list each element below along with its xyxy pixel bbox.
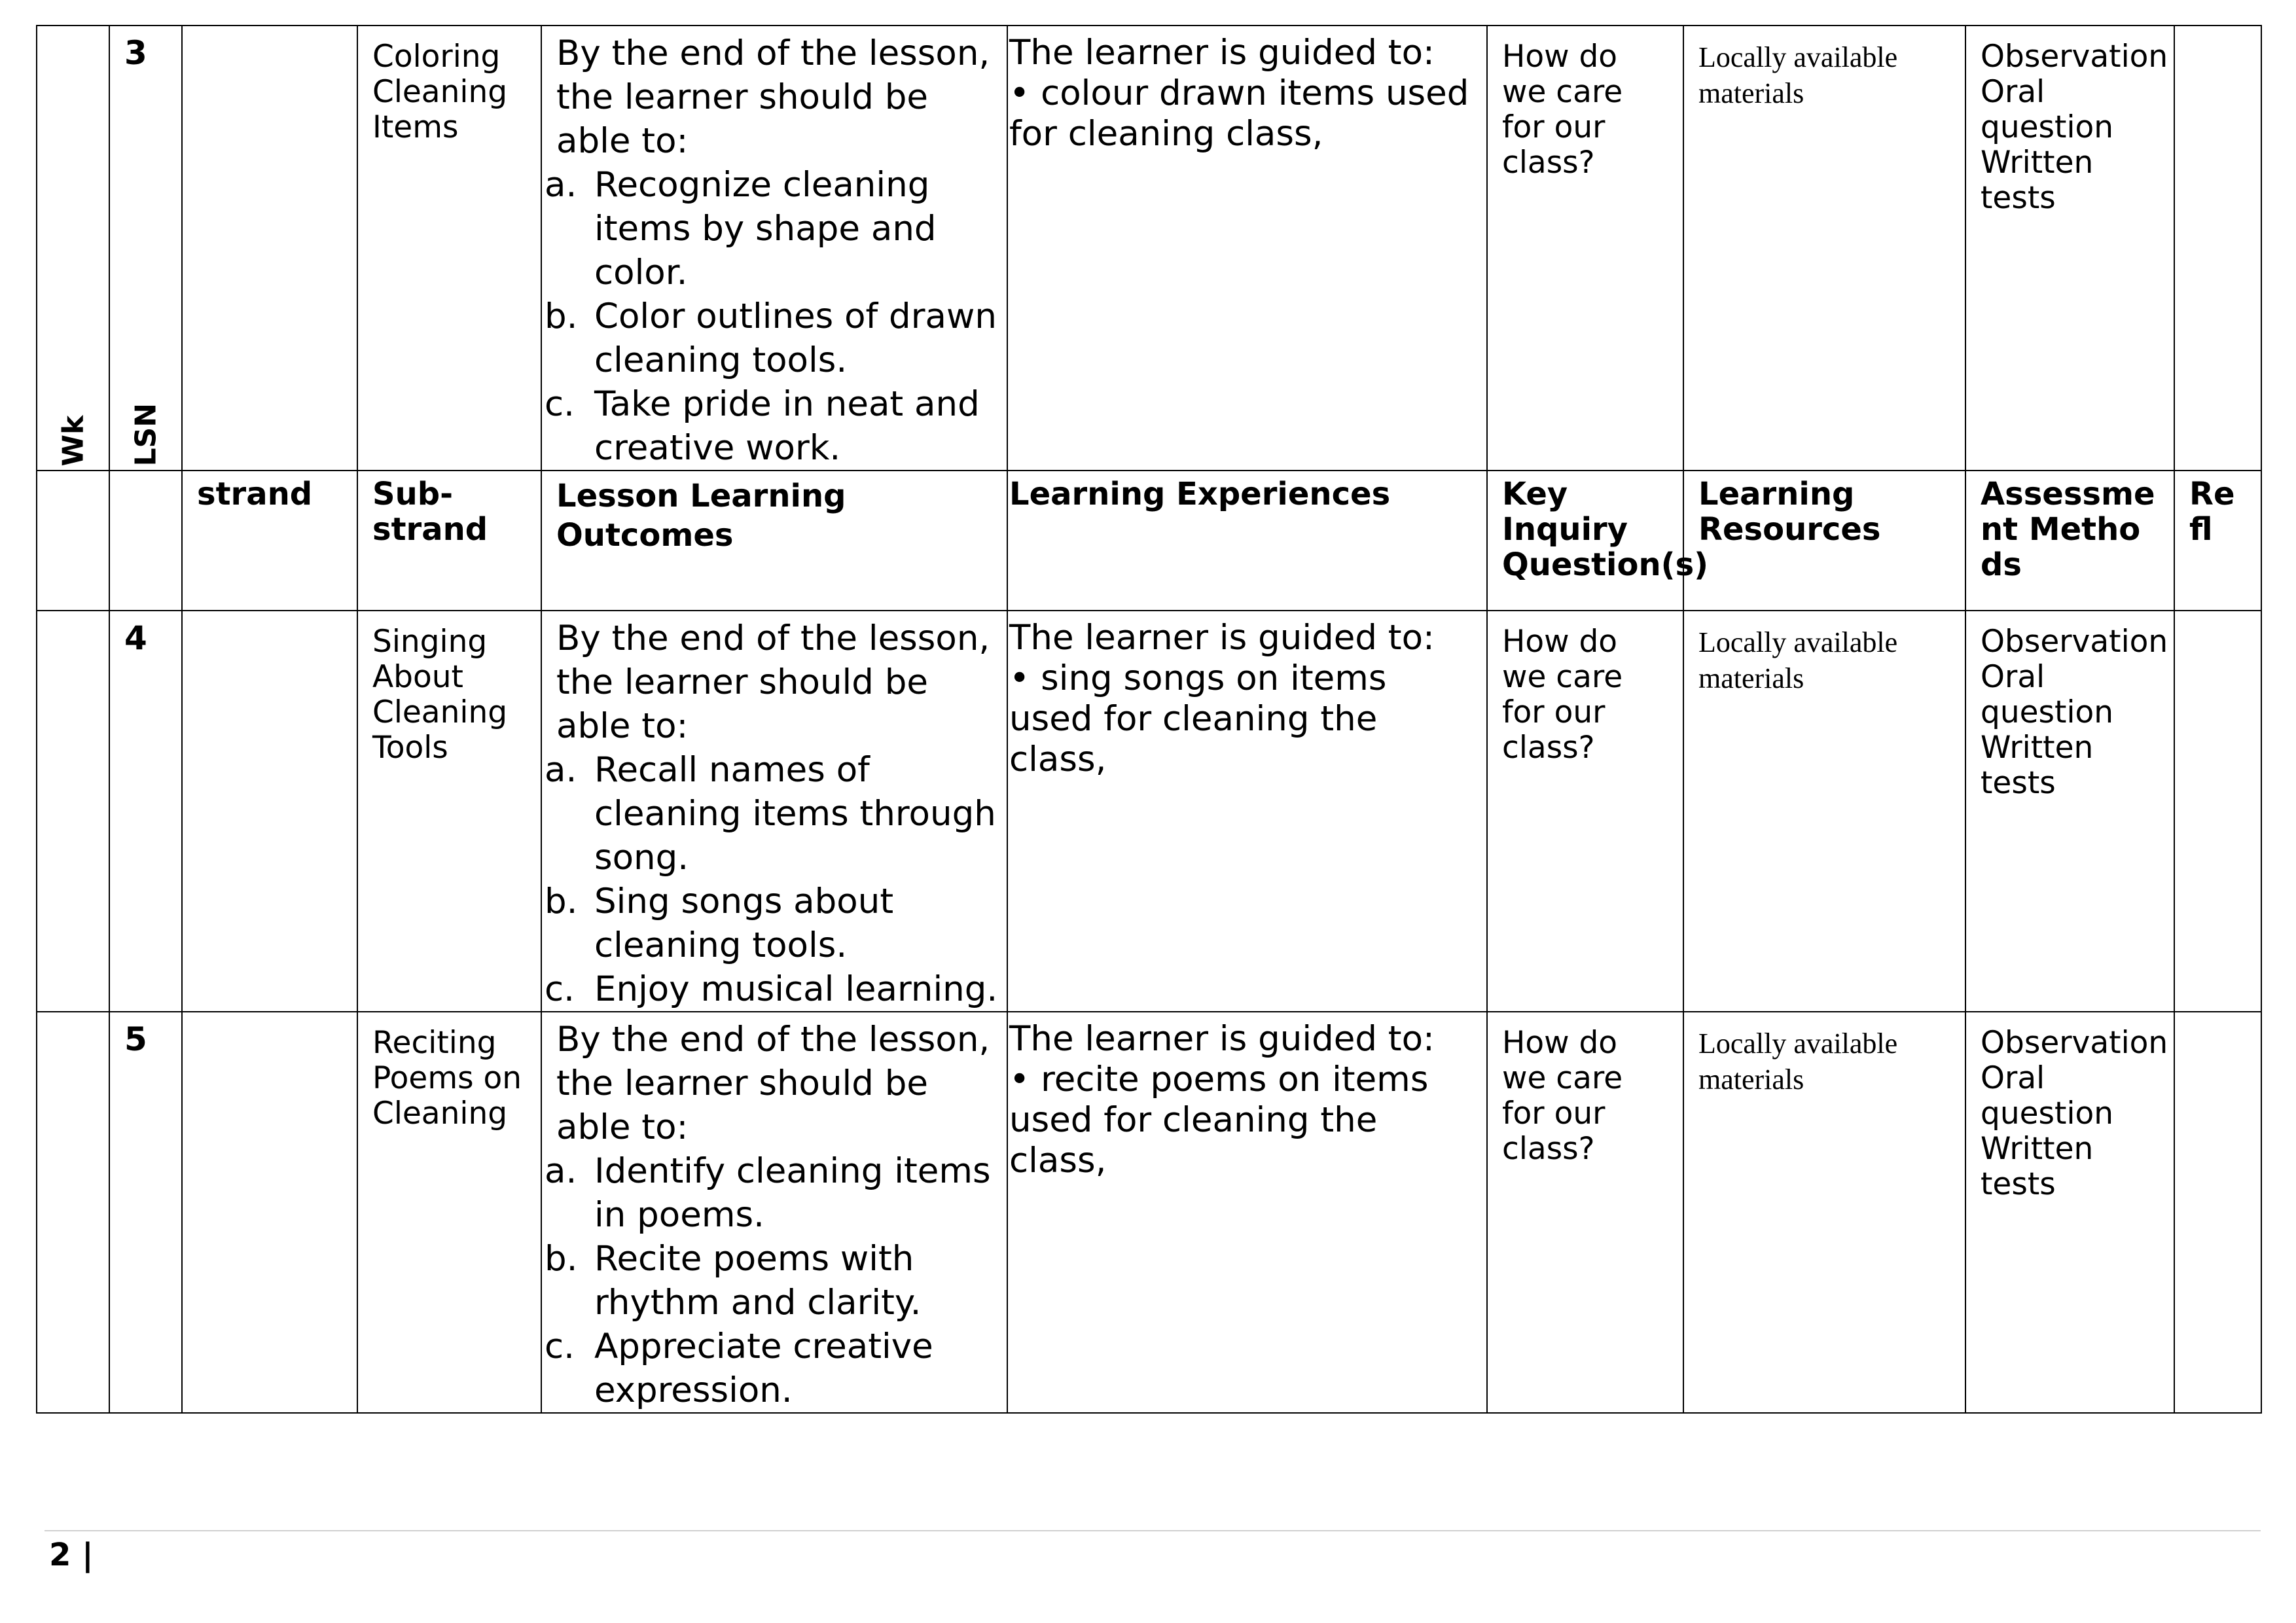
- outcome-text: Take pride in neat and creative work.: [594, 384, 980, 468]
- inquiry-question: How do we care for our class?: [1502, 1025, 1623, 1167]
- assessment-cell: [1965, 611, 2174, 1012]
- resources-cell: [1683, 611, 1965, 1012]
- header-outcomes-label: Lesson Learning Outcomes: [556, 478, 846, 554]
- outcome-marker: a.: [545, 165, 577, 205]
- inquiry-cell: [1487, 26, 1683, 471]
- assessment-cell: [1965, 1012, 2174, 1413]
- outcomes-cell: [541, 611, 1007, 1012]
- resources-text: Locally available materials: [1698, 626, 1898, 694]
- assessment-method: Oral question: [1981, 659, 2114, 730]
- table-row: [37, 1012, 2261, 1413]
- sub-strand-cell: [357, 26, 541, 471]
- assessment-method: Observation: [1981, 1025, 2168, 1061]
- header-strand: [182, 471, 357, 611]
- experiences-cell: [1007, 26, 1487, 471]
- outcome-text: Identify cleaning items in poems.: [594, 1151, 991, 1235]
- experience-item: • sing songs on items used for cleaning the class,: [1009, 658, 1387, 779]
- header-inquiry-label: Key Inquiry Question(s): [1502, 476, 1709, 583]
- resources-cell: [1683, 1012, 1965, 1413]
- experiences-cell: [1007, 611, 1487, 1012]
- outcome-text: Recall names of cleaning items through song.: [594, 750, 996, 878]
- experience-item: • colour drawn items used for cleaning class,: [1009, 73, 1469, 154]
- header-reflection-label: Refl: [2189, 476, 2235, 548]
- experience-intro: The learner is guided to:: [1009, 33, 1435, 73]
- outcomes-intro: By the end of the lesson, the learner should be able to:: [556, 618, 990, 746]
- lesson-number: 3: [124, 34, 147, 72]
- assessment-method: Oral question: [1981, 74, 2114, 145]
- outcome-text: Appreciate creative expression.: [594, 1327, 933, 1410]
- footer-divider: [45, 1530, 2261, 1531]
- outcome-marker: b.: [545, 296, 578, 336]
- outcomes-cell: [541, 1012, 1007, 1413]
- outcome-item: [542, 880, 1003, 967]
- outcomes-intro: By the end of the lesson, the learner should be able to:: [556, 33, 990, 161]
- resources-cell: [1683, 26, 1965, 471]
- reflection-cell: [2174, 1012, 2261, 1413]
- header-experiences: [1007, 471, 1487, 611]
- header-sub-strand: [357, 471, 541, 611]
- outcome-item: [542, 382, 1003, 470]
- outcomes-intro: By the end of the lesson, the learner should be able to:: [556, 1020, 990, 1147]
- page-number: 2 |: [49, 1537, 94, 1573]
- header-assessment-label: Assessment Methods: [1981, 476, 2155, 583]
- outcome-item: [542, 748, 1003, 880]
- outcome-marker: b.: [545, 882, 578, 921]
- outcome-text: Recognize cleaning items by shape and color.: [594, 165, 937, 293]
- experiences-cell: [1007, 1012, 1487, 1413]
- assessment-method: Observation: [1981, 39, 2168, 75]
- outcome-item: [542, 1149, 1003, 1237]
- inquiry-cell: [1487, 611, 1683, 1012]
- outcome-item: [542, 1325, 1003, 1412]
- outcome-marker: b.: [545, 1239, 578, 1279]
- header-reflection: [2174, 471, 2261, 611]
- experience-intro: The learner is guided to:: [1009, 1019, 1435, 1059]
- assessment-cell: [1965, 26, 2174, 471]
- lesson-number: 5: [124, 1020, 147, 1058]
- assessment-method: Written tests: [1981, 1131, 2094, 1202]
- outcome-marker: c.: [545, 1327, 575, 1366]
- outcome-text: Color outlines of drawn cleaning tools.: [594, 296, 997, 380]
- scheme-of-work-table: [36, 25, 2262, 1414]
- week-cell: [37, 26, 109, 471]
- table-row: [37, 611, 2261, 1012]
- outcome-item: [542, 967, 1003, 1011]
- header-sub-strand-label: Sub-strand: [372, 476, 488, 548]
- outcome-text: Recite poems with rhythm and clarity.: [594, 1239, 922, 1323]
- strand-cell: [182, 1012, 357, 1413]
- outcome-text: Enjoy musical learning.: [594, 969, 998, 1009]
- header-resources-label: Learning Resources: [1698, 476, 1881, 548]
- outcome-item: [542, 163, 1003, 294]
- week-cell: [37, 611, 109, 1012]
- sub-strand-text: Singing About Cleaning Tools: [372, 624, 508, 766]
- outcomes-list: [542, 1149, 1003, 1412]
- outcome-item: [542, 1237, 1003, 1325]
- resources-text: Locally available materials: [1698, 1027, 1898, 1096]
- header-strand-label: strand: [197, 476, 313, 512]
- assessment-method: Oral question: [1981, 1060, 2114, 1132]
- header-lsn-label: LSN: [129, 402, 162, 467]
- inquiry-question: How do we care for our class?: [1502, 624, 1623, 766]
- assessment-method: Observation: [1981, 624, 2168, 660]
- header-lsn: [109, 402, 182, 611]
- assessment-method: Written tests: [1981, 730, 2094, 801]
- outcome-text: Sing songs about cleaning tools.: [594, 882, 894, 965]
- lesson-number: 4: [124, 619, 147, 657]
- table-row: [37, 26, 2261, 471]
- sub-strand-text: Coloring Cleaning Items: [372, 39, 508, 145]
- reflection-cell: [2174, 611, 2261, 1012]
- lesson-number-cell: [109, 611, 182, 1012]
- strand-cell: [182, 611, 357, 1012]
- sub-strand-text: Reciting Poems on Cleaning: [372, 1025, 522, 1132]
- outcome-marker: a.: [545, 750, 577, 790]
- experience-intro: The learner is guided to:: [1009, 618, 1435, 658]
- sub-strand-cell: [357, 611, 541, 1012]
- lesson-number-cell: [109, 1012, 182, 1413]
- header-week-label: Wk: [56, 415, 90, 467]
- sub-strand-cell: [357, 1012, 541, 1413]
- experience-item: • recite poems on items used for cleaning the class,: [1009, 1060, 1429, 1181]
- assessment-method: Written tests: [1981, 145, 2094, 216]
- outcome-item: [542, 294, 1003, 382]
- header-week: [37, 415, 109, 611]
- resources-text: Locally available materials: [1698, 41, 1898, 109]
- outcomes-list: [542, 163, 1003, 470]
- inquiry-question: How do we care for our class?: [1502, 39, 1623, 181]
- header-inquiry: [1487, 471, 1709, 611]
- header-experiences-label: Learning Experiences: [1009, 476, 1391, 512]
- header-assessment: [1965, 471, 2174, 611]
- header-outcomes: [541, 471, 1007, 611]
- outcome-marker: c.: [545, 969, 575, 1009]
- outcomes-list: [542, 748, 1003, 1011]
- header-row: [37, 471, 2261, 611]
- inquiry-cell: [1487, 1012, 1683, 1413]
- outcome-marker: a.: [545, 1151, 577, 1191]
- reflection-cell: [2174, 26, 2261, 471]
- outcome-marker: c.: [545, 384, 575, 424]
- strand-cell: [182, 26, 357, 471]
- week-cell: [37, 1012, 109, 1413]
- header-resources: [1683, 471, 1965, 611]
- outcomes-cell: [541, 26, 1007, 471]
